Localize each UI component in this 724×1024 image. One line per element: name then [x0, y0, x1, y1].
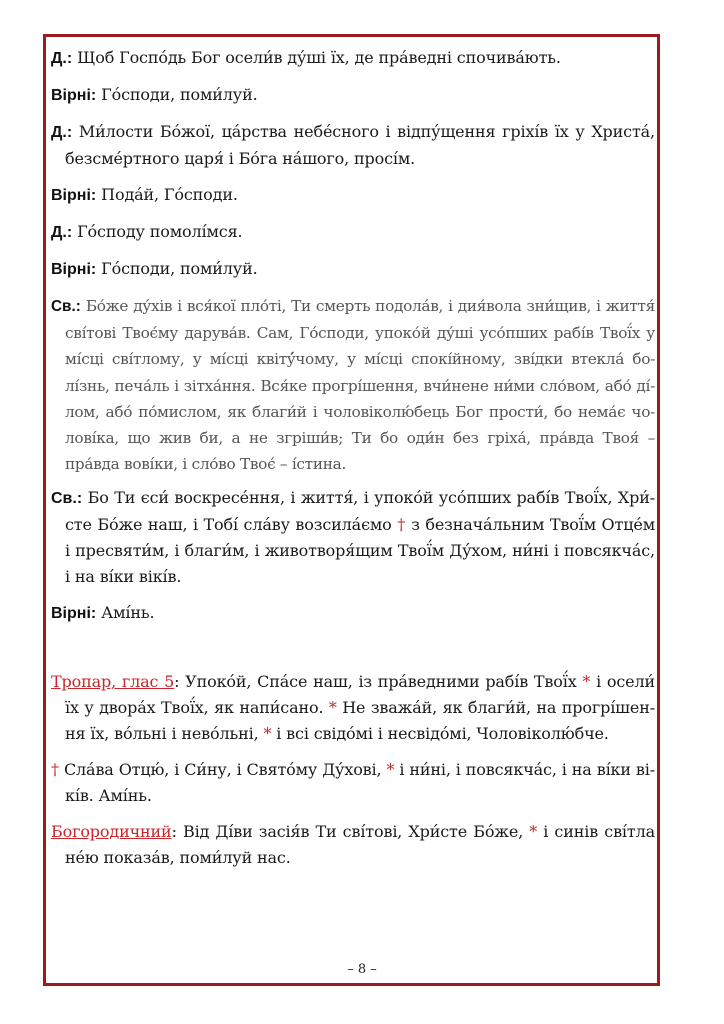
document-body [51, 45, 655, 881]
text-paragraph [51, 293, 655, 477]
asterisk-marker: * [582, 672, 591, 692]
text-paragraph [51, 219, 655, 246]
speaker-label: Св.: [51, 298, 81, 315]
text-paragraph [51, 45, 655, 72]
text-paragraph [51, 819, 655, 871]
text-paragraph [51, 600, 655, 627]
text-segment: Го́споди, поми́луй. [101, 259, 258, 278]
cross-marker: † [51, 760, 59, 780]
text-segment: Бо́же ду́хів і вся́кої пло́ті, Ти смерть подола́в, і дия́вола зни́щив, і життя́ сві́тові Твоє́му дарува́в. Сам, Го́споди, упоко́й ду́ші усо́пших рабі́в Твої́х у мі́сці сві́тлому, у мі́сці квітý́чому, у мі́сці спокі́йному, зві́дки втекла́ бо-лі́знь, печа́ль і зітха́ння. Вся́ке прогрі́шення, вчи́нене ни́ми сло́вом, або́ ді́-лом, або́ по́мислом, як благи́й і чоловіколю́бець Бог прости́, бо нема́є чо-ловíка, що жив би, а не згріши́в; Ти бо оди́н без гріха́, пра́вда Твоя́ – пра́вда вовíки, і сло́во Твоє́ – і́стина. [65, 297, 656, 474]
asterisk-marker: * [386, 760, 395, 780]
text-paragraph [51, 82, 655, 109]
section-gap [51, 637, 655, 669]
speaker-label: Вірні: [51, 261, 97, 278]
text-segment: Щоб Госпо́дь Бог осели́в ду́ші їх, де пра́ведні спочива́ють. [77, 48, 561, 67]
speaker-label: Вірні: [51, 187, 97, 204]
text-segment: : Від Ді́ви засія́в Ти сві́тові, Хри́сте Бо́же, [171, 822, 530, 842]
text-paragraph [51, 757, 655, 809]
text-segment: Го́споди, поми́луй. [101, 85, 258, 104]
text-segment: і синів сві́тла не́ю показа́в, поми́луй нас. [65, 822, 655, 868]
text-segment: Пода́й, Го́споди. [101, 185, 238, 204]
speaker-label: Д.: [51, 224, 73, 241]
cross-marker: † [397, 515, 406, 535]
section-heading-link[interactable]: Богородичний [51, 822, 172, 842]
text-segment: і осели́ їх у двора́х Твої́х, як напи́сано. [65, 672, 655, 718]
text-segment: з безнача́льним Твої́м Отце́м і пресвяти́м, і благи́м, і животворя́щим Твої́м Ду́хом, ни́ні і повсякча́с, і на ві́ки вікі́в. [65, 515, 655, 587]
speaker-label: Вірні: [51, 605, 97, 623]
asterisk-marker: * [263, 724, 272, 744]
text-paragraph [51, 669, 655, 747]
text-segment: : Упоко́й, Спа́се наш, із пра́ведними рабі́в Твої́х [174, 672, 583, 692]
asterisk-marker: * [529, 822, 538, 842]
text-segment: Ми́лости Бо́жої, ца́рства небе́сного і відпу́щення гріхі́в їх у Христа́, безсме́ртного царя́ і Бо́га на́шого, просі́м. [65, 122, 655, 168]
section-heading-link[interactable]: Тропар, глас 5 [51, 672, 175, 692]
text-paragraph [51, 485, 655, 590]
text-segment: Бо Ти єси́ воскресе́ння, і життя́, і упоко́й усо́пших рабі́в Твої́х, Хри́-сте Бо́же наш, і Тобі́ сла́ву возсила́ємо [65, 488, 655, 535]
text-segment: Го́споду помолі́мся. [77, 222, 243, 241]
speaker-label: Д.: [51, 124, 73, 141]
text-segment: і ни́ні, і повсякча́с, і на ві́ки ві-кі́в. Амі́нь. [65, 760, 655, 806]
text-paragraph [51, 256, 655, 283]
text-paragraph [51, 182, 655, 209]
text-segment: Не зважа́й, як благи́й, на прогрі́шен-ня їх, во́льні і нево́льні, [65, 698, 655, 744]
speaker-label: Вірні: [51, 87, 97, 104]
speaker-label: Д.: [51, 50, 73, 67]
text-segment: Амі́нь. [101, 603, 155, 623]
text-paragraph [51, 119, 655, 172]
text-segment: і всі свідо́мі і несвідо́мі, Чоловіколю́бче. [271, 724, 609, 744]
speaker-label: Св.: [51, 490, 83, 508]
asterisk-marker: * [328, 698, 337, 718]
page-number: – 8 – [347, 962, 377, 977]
text-segment: Сла́ва Отцю́, і Си́ну, і Свято́му Ду́хові, [58, 760, 387, 780]
